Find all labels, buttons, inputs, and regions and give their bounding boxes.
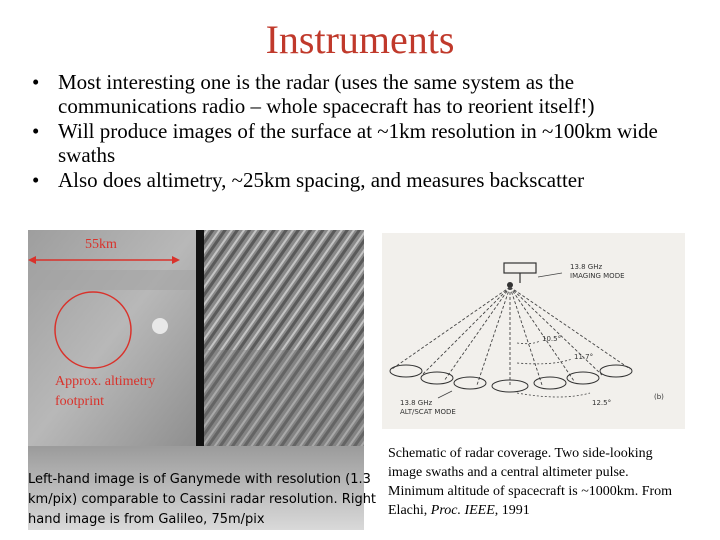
footprint-label-line1: Approx. altimetry [55, 374, 156, 389]
slide-title: Instruments [265, 17, 455, 62]
imaging-freq: 13.8 GHz [570, 263, 603, 271]
panel-tag: (b) [654, 393, 664, 401]
low-res-panel [28, 230, 196, 446]
bullet-text: Will produce images of the surface at ~1km resolution in ~100km wide swaths [58, 119, 658, 167]
alt-mode-label [400, 399, 456, 417]
bullet-list [28, 70, 700, 193]
high-res-shade [204, 350, 364, 446]
bullet-item [28, 70, 700, 118]
imaging-mode-label [570, 263, 625, 281]
bullet-dot: • [32, 70, 40, 94]
right-caption-journal: Proc. IEEE [430, 503, 495, 518]
ganymede-image-svg [28, 230, 364, 446]
image-divider [196, 230, 204, 446]
bullet-item [28, 119, 700, 167]
bullet-item [28, 168, 700, 192]
right-caption [388, 444, 688, 520]
alt-pointer [438, 391, 452, 398]
bullet-dot: • [32, 119, 40, 143]
right-caption-year: , 1991 [494, 503, 530, 518]
imaging-mode: IMAGING MODE [570, 272, 625, 280]
angle-label-3: 12.5° [592, 399, 612, 407]
left-caption: Left-hand image is of Ganymede with resolution (1.3 km/pix) comparable to Cassini radar resolution. Right hand image is from Galileo, 75m/pix [28, 472, 377, 527]
angle-label-2: 11.7° [574, 353, 594, 361]
angle-label-1: 10.5° [542, 335, 562, 343]
right-caption-main: Schematic of radar coverage. Two side-looking image swaths and a central altimeter pulse. Minimum altitude of spacecraft is ~1000km. From Elachi, [388, 446, 673, 518]
bullet-dot: • [32, 168, 40, 192]
spacecraft-body [504, 263, 536, 273]
footprint-label [55, 372, 155, 412]
bullet-text: Most interesting one is the radar (uses the same system as the communications radio – whole spacecraft has to reorient itself!) [58, 70, 595, 118]
imaging-pointer [538, 273, 562, 277]
radar-schematic [382, 233, 685, 429]
alt-mode: ALT/SCAT MODE [400, 408, 456, 416]
low-res-band [28, 270, 196, 290]
scale-label: 55km [85, 237, 117, 252]
ganymede-image [28, 230, 364, 446]
beam-lines [392, 287, 630, 387]
footprint-label-line2: footprint [55, 394, 104, 409]
footprint-ellipses [390, 365, 632, 392]
bright-crater [152, 318, 168, 334]
alt-freq: 13.8 GHz [400, 399, 433, 407]
bullet-text: Also does altimetry, ~25km spacing, and measures backscatter [58, 168, 585, 192]
